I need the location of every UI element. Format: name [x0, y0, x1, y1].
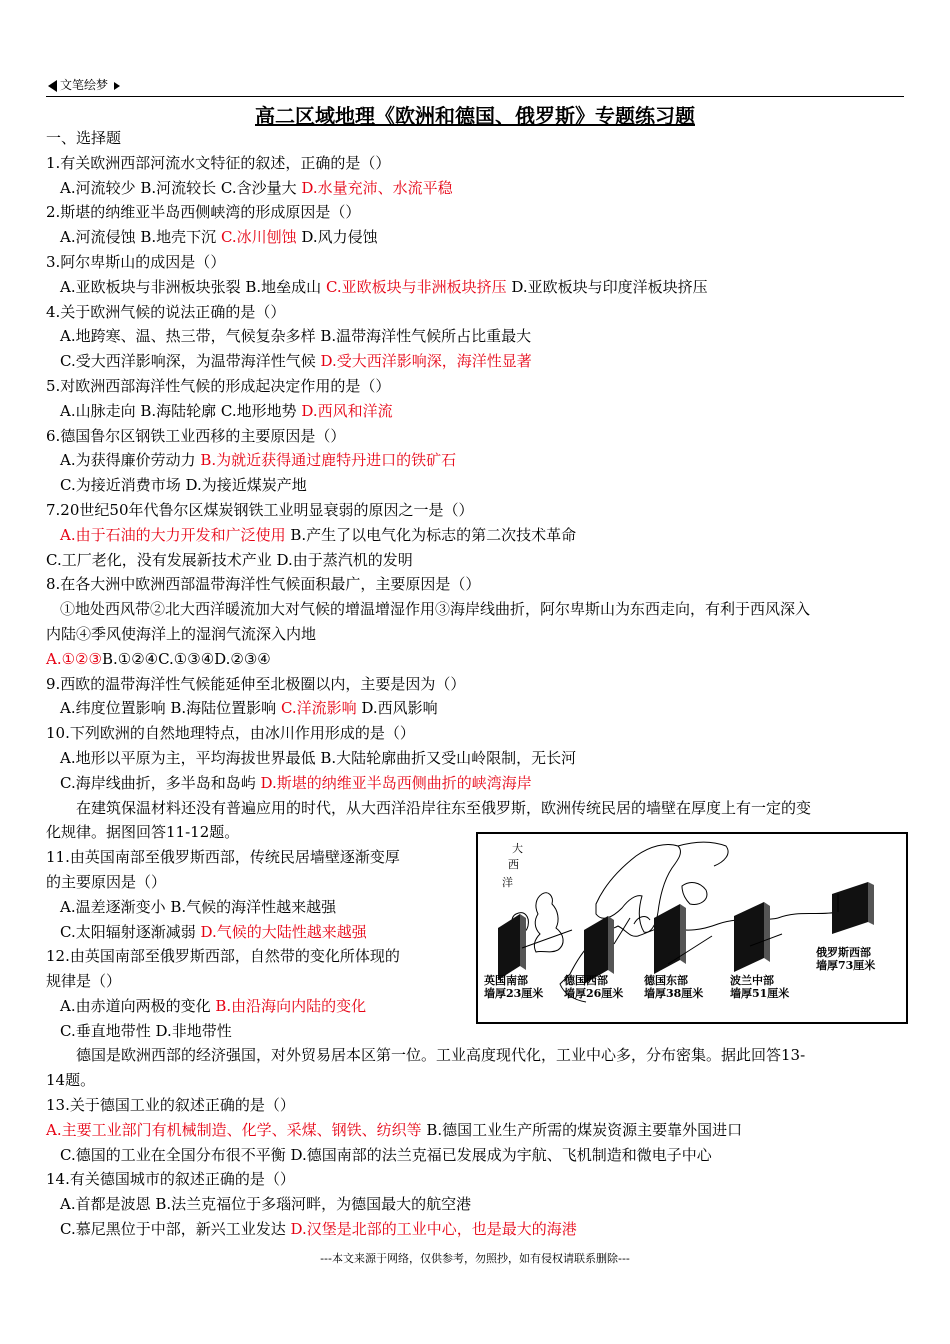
intro-13-14-line-2: 14题。	[46, 1071, 96, 1090]
answer: D.斯堪的纳维亚半岛西侧曲折的峡湾海岸	[260, 773, 532, 792]
question-9-options: A.纬度位置影响 B.海陆位置影响 C.洋流影响 D.西风影响	[60, 699, 438, 718]
answer: C.亚欧板块与非洲板块挤压	[325, 277, 507, 296]
ocean-label-char-3: 洋	[502, 876, 513, 889]
question-8-statements-2: 内陆④季风使海洋上的湿润气流深入内地	[46, 624, 317, 643]
figure-label-germany-west: 德国西部 墙厚26厘米	[564, 974, 624, 1000]
page-title: 高二区域地理《欧洲和德国、俄罗斯》专题练习题	[255, 104, 695, 128]
answer: B.为就近获得通过鹿特丹进口的铁矿石	[200, 451, 457, 470]
answer: B.由沿海向内陆的变化	[215, 996, 367, 1015]
question-8-options: A.①②③B.①②④C.①③④D.②③④	[46, 649, 271, 668]
question-4-options-1: A.地跨寒、温、热三带，气候复杂多样 B.温带海洋性气候所占比重最大	[60, 327, 532, 346]
question-3-options: A.亚欧板块与非洲板块张裂 B.地垒成山 C.亚欧板块与非洲板块挤压 D.亚欧板块与印度洋板块挤压	[60, 277, 708, 296]
answer: C.冰川刨蚀	[220, 228, 297, 247]
question-3-stem: 3.阿尔卑斯山的成因是（）	[46, 252, 226, 271]
question-11-stem-2: 的主要原因是（）	[46, 872, 167, 891]
figure-label-germany-east: 德国东部 墙厚38厘米	[644, 974, 704, 1000]
answer: D.汉堡是北部的工业中心，也是最大的海港	[290, 1220, 577, 1239]
question-9-stem: 9.西欧的温带海洋性气候能延伸至北极圈以内，主要是因为（）	[46, 674, 466, 693]
question-12-options-1: A.由赤道向两极的变化 B.由沿海向内陆的变化	[60, 996, 367, 1015]
figure-label-poland-central: 波兰中部 墙厚51厘米	[730, 974, 790, 1000]
question-2-options: A.河流侵蚀 B.地壳下沉 C.冰川刨蚀 D.风力侵蚀	[60, 228, 378, 247]
question-6-options-1: A.为获得廉价劳动力 B.为就近获得通过鹿特丹进口的铁矿石	[60, 451, 457, 470]
wall-thickness-map-figure	[476, 832, 908, 1024]
question-4-options-2: C.受大西洋影响深，为温带海洋性气候 D.受大西洋影响深，海洋性显著	[60, 352, 532, 371]
brand-text: 文笔绘梦	[60, 78, 109, 92]
question-5-options: A.山脉走向 B.海陆轮廓 C.地形地势 D.西风和洋流	[60, 401, 393, 420]
intro-11-12-line-2: 化规律。据图回答11-12题。	[46, 823, 240, 842]
question-12-options-2: C.垂直地带性 D.非地带性	[60, 1021, 232, 1040]
answer: A.由于石油的大力开发和广泛使用	[60, 525, 286, 544]
intro-11-12-line-1: 在建筑保温材料还没有普遍应用的时代，从大西洋沿岸往东至俄罗斯，欧洲传统民居的墙壁在厚度上有一定的变	[76, 798, 812, 817]
intro-13-14-line-1: 德国是欧洲西部的经济强国，对外贸易居本区第一位。工业高度现代化，工业中心多，分布密集。据此回答13-	[76, 1046, 806, 1065]
question-13-options-2: C.德国的工业在全国分布很不平衡 D.德国南部的法兰克福已发展成为宇航、飞机制造和微电子中心	[60, 1145, 712, 1164]
header-brand	[48, 76, 120, 93]
question-11-options-1: A.温差逐渐变小 B.气候的海洋性越来越强	[60, 897, 337, 916]
question-10-options-1: A.地形以平原为主，平均海拔世界最低 B.大陆轮廓曲折又受山岭限制，无长河	[60, 748, 577, 767]
question-7-options-1: A.由于石油的大力开发和广泛使用 B.产生了以电气化为标志的第二次技术革命	[60, 525, 577, 544]
left-triangle-icon	[48, 80, 57, 92]
document-body	[46, 126, 906, 1242]
page-header	[46, 74, 904, 97]
answer: C.洋流影响	[280, 699, 357, 718]
question-11-options-2: C.太阳辐射逐渐减弱 D.气候的大陆性越来越强	[60, 922, 367, 941]
ocean-label-char-1: 大	[512, 842, 523, 855]
question-10-stem: 10.下列欧洲的自然地理特点，由冰川作用形成的是（）	[46, 724, 415, 743]
question-6-options-2: C.为接近消费市场 D.为接近煤炭产地	[60, 476, 307, 495]
question-13-stem: 13.关于德国工业的叙述正确的是（）	[46, 1096, 295, 1115]
answer: D.气候的大陆性越来越强	[200, 922, 367, 941]
answer: A.①②③	[46, 649, 102, 668]
question-5-stem: 5.对欧洲西部海洋性气候的形成起决定作用的是（）	[46, 376, 391, 395]
answer: A.主要工业部门有机械制造、化学、采煤、钢铁、纺织等	[46, 1120, 422, 1139]
answer: D.受大西洋影响深，海洋性显著	[320, 352, 532, 371]
question-1-options: A.河流较少 B.河流较长 C.含沙量大 D.水量充沛、水流平稳	[60, 178, 453, 197]
question-12-stem-2: 规律是（）	[46, 972, 122, 991]
question-14-options-2: C.慕尼黑位于中部，新兴工业发达 D.汉堡是北部的工业中心，也是最大的海港	[60, 1220, 577, 1239]
question-14-stem: 14.有关德国城市的叙述正确的是（）	[46, 1170, 295, 1189]
question-2-stem: 2.斯堪的纳维亚半岛西侧峡湾的形成原因是（）	[46, 203, 361, 222]
question-8-statements-1: ①地处西风带②北大西洋暖流加大对气候的增温增湿作用③海岸线曲折，阿尔卑斯山为东西走向，有利于西风深入	[60, 600, 811, 619]
figure-label-russia-west: 俄罗斯西部 墙厚73厘米	[816, 946, 876, 972]
question-13-options-1: A.主要工业部门有机械制造、化学、采煤、钢铁、纺织等 B.德国工业生产所需的煤炭资源主要靠外国进口	[46, 1120, 743, 1139]
ocean-label-char-2: 西	[508, 858, 519, 871]
right-triangle-icon	[114, 82, 120, 90]
answer: D.西风和洋流	[301, 401, 393, 420]
question-7-options-2: C.工厂老化，没有发展新技术产业 D.由于蒸汽机的发明	[46, 550, 413, 569]
figure-label-uk-south: 英国南部 墙厚23厘米	[484, 974, 544, 1000]
question-8-stem: 8.在各大洲中欧洲西部温带海洋性气候面积最广，主要原因是（）	[46, 575, 481, 594]
question-11-stem-1: 11.由英国南部至俄罗斯西部，传统民居墙壁逐渐变厚	[46, 848, 400, 867]
question-7-stem: 7.20世纪50年代鲁尔区煤炭钢铁工业明显衰弱的原因之一是（）	[46, 500, 474, 519]
section-heading: 一、选择题	[46, 129, 122, 147]
footer-disclaimer: ---本文来源于网络，仅供参考，勿照抄，如有侵权请联系删除---	[320, 1252, 630, 1265]
answer: D.水量充沛、水流平稳	[301, 178, 453, 197]
question-14-options-1: A.首都是波恩 B.法兰克福位于多瑙河畔，为德国最大的航空港	[60, 1195, 472, 1214]
question-4-stem: 4.关于欧洲气候的说法正确的是（）	[46, 302, 286, 321]
question-12-stem-1: 12.由英国南部至俄罗斯西部，自然带的变化所体现的	[46, 947, 400, 966]
question-6-stem: 6.德国鲁尔区钢铁工业西移的主要原因是（）	[46, 426, 346, 445]
question-10-options-2: C.海岸线曲折，多半岛和岛屿 D.斯堪的纳维亚半岛西侧曲折的峡湾海岸	[60, 773, 532, 792]
question-1-stem: 1.有关欧洲西部河流水文特征的叙述，正确的是（）	[46, 153, 391, 172]
